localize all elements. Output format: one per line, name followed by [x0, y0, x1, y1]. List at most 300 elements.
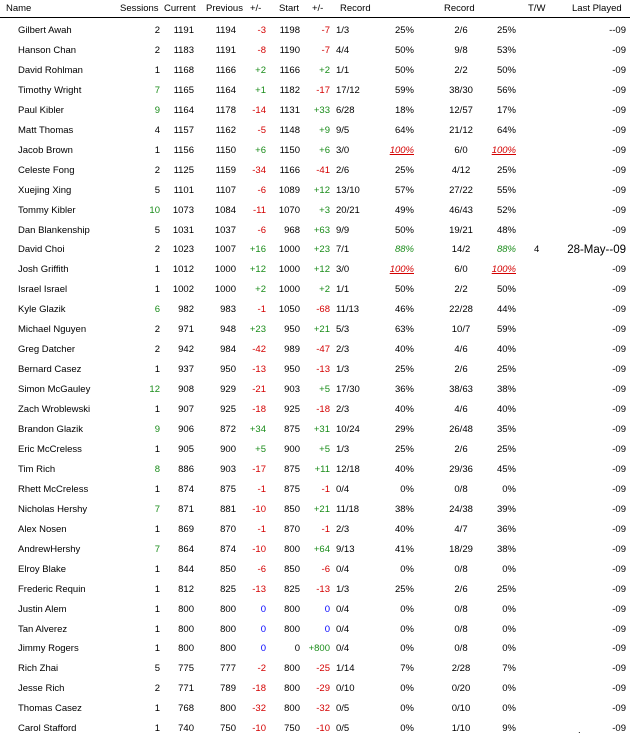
- cell-p2: 0%: [502, 603, 516, 615]
- cell-rec: 17/30: [336, 384, 360, 396]
- cell-start: 800: [284, 603, 300, 615]
- cell-last: -09: [612, 184, 626, 196]
- cell-d2: -10: [316, 723, 330, 735]
- cell-current: 1157: [173, 124, 194, 136]
- cell-rec2: 2/2: [454, 64, 468, 76]
- cell-d1: 0: [260, 623, 266, 635]
- cell-rec2: 0/10: [451, 703, 471, 715]
- cell-sessions: 1: [154, 404, 160, 416]
- cell-d2: 0: [324, 623, 330, 635]
- cell-rec: 1/3: [336, 25, 350, 36]
- cell-last: -09: [612, 623, 626, 635]
- cell-previous: 777: [220, 663, 236, 675]
- cell-p1: 29%: [394, 424, 414, 435]
- cell-last: -09: [612, 643, 626, 655]
- cell-last: -09: [612, 463, 626, 475]
- cell-rec2: 2/2: [454, 284, 468, 296]
- cell-rec2: 6/0: [454, 144, 468, 156]
- cell-d2: -18: [316, 404, 330, 416]
- cell-sessions: 1: [154, 364, 160, 376]
- cell-d1: -1: [257, 523, 266, 535]
- cell-name: Xuejing Xing: [18, 184, 72, 196]
- cell-previous: 1150: [215, 144, 236, 156]
- cell-p2: 48%: [496, 224, 516, 236]
- cell-d2: -1: [321, 523, 330, 535]
- cell-d1: 0: [260, 643, 266, 655]
- cell-d1: -17: [252, 463, 266, 475]
- cell-p1: 0%: [400, 563, 414, 575]
- cell-previous: 929: [220, 384, 236, 396]
- cell-p1: 25%: [394, 25, 414, 36]
- cell-sessions: 2: [154, 344, 160, 356]
- cell-rec2: 0/8: [454, 483, 468, 495]
- cell-p2: 0%: [502, 483, 516, 495]
- cell-p2: 55%: [496, 184, 516, 196]
- cell-rec2: 29/36: [449, 463, 473, 475]
- cell-last: -09: [612, 104, 626, 116]
- cell-previous: 1007: [214, 244, 236, 256]
- cell-start: 968: [284, 224, 300, 236]
- cell-name: Dan Blankenship: [18, 224, 90, 236]
- cell-previous: 872: [220, 424, 236, 435]
- cell-p1: 59%: [394, 84, 414, 96]
- cell-name: Jacob Brown: [18, 144, 73, 156]
- cell-previous: 800: [220, 623, 236, 635]
- cell-previous: 870: [220, 523, 236, 535]
- cell-previous: 1107: [215, 184, 236, 196]
- cell-tw: 4: [534, 244, 540, 256]
- cell-start: 850: [284, 503, 300, 515]
- header-current: Current: [164, 3, 196, 14]
- cell-start: 875: [284, 463, 300, 475]
- cell-previous: 881: [220, 503, 236, 515]
- cell-current: 1101: [173, 184, 194, 196]
- cell-rec: 11/13: [336, 304, 360, 316]
- cell-d1: -5: [257, 124, 266, 136]
- cell-previous: 1194: [215, 25, 236, 36]
- cell-sessions: 9: [154, 104, 160, 116]
- cell-last: -09: [612, 224, 626, 236]
- cell-p1: 25%: [394, 164, 414, 176]
- cell-rec: 12/18: [336, 463, 360, 475]
- cell-p1: 88%: [394, 244, 414, 256]
- cell-p2: 64%: [496, 124, 516, 136]
- cell-current: 874: [178, 483, 194, 495]
- cell-p1: 40%: [394, 344, 414, 356]
- cell-name: Elroy Blake: [18, 563, 67, 575]
- cell-previous: 1000: [214, 284, 236, 296]
- cell-last: ‐-09: [609, 25, 626, 36]
- cell-sessions: 2: [154, 244, 160, 256]
- cell-d1: -6: [257, 563, 266, 575]
- cell-rec: 9/9: [336, 224, 350, 236]
- cell-current: 1073: [172, 204, 194, 216]
- cell-d2: +5: [319, 384, 330, 396]
- cell-last: -09: [612, 404, 626, 416]
- cell-d2: +21: [313, 324, 330, 336]
- cell-rec: 3/0: [336, 144, 350, 156]
- cell-p1: 49%: [394, 204, 414, 216]
- cell-rec2: 1/10: [451, 723, 471, 735]
- cell-sessions: 1: [154, 703, 160, 715]
- cell-last: -09: [612, 144, 626, 156]
- cell-current: 768: [178, 703, 194, 715]
- cell-current: 800: [178, 643, 194, 655]
- cell-d2: +12: [313, 264, 330, 276]
- cell-sessions: 7: [154, 543, 160, 555]
- cell-d2: -32: [316, 703, 330, 715]
- cell-previous: 1084: [214, 204, 236, 216]
- cell-last: -09: [612, 723, 626, 735]
- cell-name: Matt Thomas: [18, 124, 74, 136]
- header-delta-start: +/-: [312, 3, 324, 14]
- cell-last: -09: [612, 523, 626, 535]
- cell-name: Israel Israel: [18, 284, 68, 296]
- cell-p2: 0%: [502, 643, 516, 655]
- cell-current: 937: [178, 364, 194, 376]
- cell-rec: 1/14: [336, 663, 355, 675]
- cell-p1: 40%: [394, 404, 414, 416]
- cell-p1: 25%: [394, 364, 414, 376]
- cell-rec: 13/10: [336, 184, 360, 196]
- cell-rec: 20/21: [336, 204, 360, 216]
- cell-d2: +12: [313, 184, 330, 196]
- cell-current: 775: [178, 663, 194, 675]
- cell-d2: +3: [319, 204, 330, 216]
- cell-rec2: 4/6: [454, 404, 468, 416]
- cell-current: 800: [178, 623, 194, 635]
- cell-name: AndrewHershy: [18, 543, 81, 555]
- cell-rec: 9/13: [336, 543, 355, 555]
- cell-rec2: 21/12: [449, 124, 473, 136]
- cell-d2: +5: [319, 443, 330, 455]
- cell-d2: -47: [316, 344, 330, 356]
- cell-previous: 800: [220, 703, 236, 715]
- cell-d2: -41: [316, 164, 330, 176]
- cell-rec2: 0/20: [451, 683, 471, 695]
- cell-rec: 2/3: [336, 404, 350, 416]
- cell-rec2: 26/48: [449, 424, 473, 435]
- cell-d1: -14: [252, 104, 266, 116]
- cell-d1: +2: [255, 64, 266, 76]
- cell-previous: 1178: [215, 104, 236, 116]
- cell-current: 1156: [173, 144, 194, 156]
- cell-start: 1089: [278, 184, 300, 196]
- cell-start: 870: [284, 523, 300, 535]
- header-delta: +/-: [250, 3, 262, 14]
- cell-rec2: 0/8: [454, 603, 468, 615]
- cell-last: -09: [612, 304, 626, 316]
- cell-d1: +16: [249, 244, 266, 256]
- cell-last: -09: [612, 443, 626, 455]
- cell-sessions: 1: [154, 64, 160, 76]
- cell-rec2: 38/30: [449, 84, 473, 96]
- cell-d1: -1: [257, 483, 266, 495]
- cell-p1: 0%: [400, 703, 414, 715]
- header-record: Record: [340, 3, 371, 14]
- cell-rec: 0/5: [336, 703, 350, 715]
- cell-previous: 1162: [215, 124, 236, 136]
- cell-current: 905: [178, 443, 194, 455]
- cell-p1: 50%: [394, 224, 414, 236]
- cell-name: David Choi: [18, 244, 65, 256]
- cell-rec2: 38/63: [449, 384, 473, 396]
- cell-sessions: 6: [154, 304, 160, 316]
- cell-current: 740: [178, 723, 194, 735]
- cell-previous: 1191: [215, 44, 236, 56]
- cell-name: Bernard Casez: [18, 364, 82, 376]
- cell-p1: 50%: [394, 64, 414, 76]
- cell-last: -09: [612, 204, 626, 216]
- cell-d2: +23: [313, 244, 330, 256]
- cell-p1: 50%: [394, 284, 414, 296]
- cell-rec: 4/4: [336, 44, 350, 56]
- cell-name: Hanson Chan: [18, 44, 77, 56]
- cell-last: -09: [612, 324, 626, 336]
- cell-name: Brandon Glazik: [18, 424, 83, 435]
- cell-d2: -6: [321, 563, 330, 575]
- cell-p1: 100%: [389, 264, 414, 276]
- cell-start: 900: [284, 443, 300, 455]
- cell-start: 950: [284, 364, 300, 376]
- cell-start: 800: [284, 683, 300, 695]
- cell-previous: 950: [220, 364, 236, 376]
- cell-previous: 903: [220, 463, 236, 475]
- cell-start: 1166: [279, 64, 300, 76]
- cell-sessions: 1: [154, 483, 160, 495]
- cell-name: Thomas Casez: [18, 703, 82, 715]
- cell-start: 1198: [279, 25, 300, 36]
- cell-p1: 25%: [394, 443, 414, 455]
- cell-d1: -34: [252, 164, 266, 176]
- cell-current: 1002: [172, 284, 194, 296]
- cell-p2: 38%: [496, 384, 516, 396]
- cell-p1: 64%: [394, 124, 414, 136]
- cell-sessions: 7: [154, 503, 160, 515]
- cell-start: 903: [284, 384, 300, 396]
- cell-sessions: 8: [154, 463, 160, 475]
- cell-rec: 2/6: [336, 164, 350, 176]
- cell-p2: 17%: [496, 104, 516, 116]
- cell-d1: +5: [255, 443, 266, 455]
- cell-rec2: 12/57: [449, 104, 473, 116]
- cell-rec: 0/4: [336, 623, 350, 635]
- cell-current: 1012: [172, 264, 194, 276]
- cell-d2: -17: [316, 84, 330, 96]
- cell-previous: 789: [220, 683, 236, 695]
- cell-name: Timothy Wright: [18, 84, 82, 96]
- cell-last: -09: [612, 663, 626, 675]
- cell-previous: 1000: [214, 264, 236, 276]
- cell-start: 1131: [279, 104, 300, 116]
- cell-p2: 100%: [491, 264, 516, 276]
- cell-sessions: 1: [154, 144, 160, 156]
- cell-p2: 36%: [496, 523, 516, 535]
- cell-d2: -1: [321, 483, 330, 495]
- cell-name: Paul Kibler: [18, 104, 64, 116]
- cell-previous: 800: [220, 603, 236, 615]
- cell-current: 886: [178, 463, 194, 475]
- cell-sessions: 12: [149, 384, 160, 396]
- cell-p2: 56%: [496, 84, 516, 96]
- header-tw: T/W: [528, 3, 546, 14]
- header-name: Name: [6, 3, 32, 14]
- cell-p2: 0%: [502, 623, 516, 635]
- cell-rec2: 14/2: [451, 244, 471, 256]
- cell-name: Celeste Fong: [18, 164, 75, 176]
- cell-last: -09: [612, 44, 626, 56]
- cell-current: 971: [178, 324, 194, 336]
- cell-p1: 18%: [394, 104, 414, 116]
- cell-p2: 7%: [502, 663, 516, 675]
- cell-rec2: 2/6: [454, 443, 468, 455]
- cell-name: Tommy Kibler: [18, 204, 76, 216]
- cell-d2: +800: [308, 643, 330, 655]
- cell-last: -09: [612, 84, 626, 96]
- cell-rec: 1/1: [336, 64, 350, 76]
- cell-rec2: 2/6: [454, 364, 468, 376]
- cell-rec: 0/4: [336, 643, 350, 655]
- cell-previous: 900: [220, 443, 236, 455]
- cell-sessions: 2: [154, 324, 160, 336]
- cell-last: -09: [612, 563, 626, 575]
- cell-d1: -8: [257, 44, 266, 56]
- cell-start: 1150: [279, 144, 300, 156]
- cell-start: 1148: [279, 124, 300, 136]
- cell-current: 800: [178, 603, 194, 615]
- cell-d1: -11: [252, 204, 266, 216]
- cell-start: 1070: [278, 204, 300, 216]
- cell-rec2: 10/7: [451, 324, 471, 336]
- cell-sessions: 1: [154, 603, 160, 615]
- cell-name: Tan Alverez: [18, 623, 68, 635]
- cell-current: 1183: [173, 44, 194, 56]
- header-start: Start: [279, 3, 300, 14]
- cell-current: 869: [178, 523, 194, 535]
- cell-p1: 0%: [400, 643, 414, 655]
- header-last-played: Last Played: [572, 3, 622, 14]
- cell-start: 875: [284, 483, 300, 495]
- cell-current: 942: [178, 344, 194, 356]
- cell-rec2: 2/28: [451, 663, 471, 675]
- cell-sessions: 4: [154, 124, 160, 136]
- cell-previous: 1166: [215, 64, 236, 76]
- cell-d2: -68: [316, 304, 330, 316]
- cell-d2: -25: [316, 663, 330, 675]
- cell-rec: 1/3: [336, 443, 350, 455]
- cell-p2: 0%: [502, 703, 516, 715]
- cell-start: 1000: [278, 264, 300, 276]
- cell-sessions: 1: [154, 723, 160, 735]
- cell-d2: 0: [324, 603, 330, 615]
- cell-d1: 0: [260, 603, 266, 615]
- cell-rec2: 2/6: [454, 25, 468, 36]
- cell-current: 1164: [173, 104, 194, 116]
- cell-name: Eric McCreless: [18, 443, 82, 455]
- cell-d2: +2: [319, 284, 330, 296]
- cell-rec: 2/3: [336, 344, 350, 356]
- cell-d1: -3: [257, 25, 266, 36]
- cell-rec: 11/18: [336, 503, 360, 515]
- cell-sessions: 2: [154, 25, 160, 36]
- cell-rec2: 18/29: [449, 543, 473, 555]
- cell-p2: 40%: [496, 344, 516, 356]
- cell-name: Rich Zhai: [18, 663, 59, 675]
- cell-name: Jimmy Rogers: [18, 643, 79, 655]
- cell-rec: 9/5: [336, 124, 350, 136]
- cell-rec2: 4/7: [454, 523, 468, 535]
- cell-last: -09: [612, 64, 626, 76]
- cell-rec: 2/3: [336, 523, 350, 535]
- cell-name: Rhett McCreless: [18, 483, 89, 495]
- cell-name: Nicholas Hershy: [18, 503, 88, 515]
- cell-p2: 25%: [496, 364, 516, 376]
- cell-start: 800: [284, 543, 300, 555]
- cell-p2: 50%: [496, 284, 516, 296]
- cell-p2: 53%: [496, 44, 516, 56]
- cell-rec2: 46/43: [449, 204, 473, 216]
- cell-p1: 36%: [394, 384, 414, 396]
- cell-previous: 1159: [215, 164, 236, 176]
- cell-rec2: 27/22: [449, 184, 473, 196]
- cell-previous: 948: [220, 324, 236, 336]
- cell-current: 844: [178, 563, 194, 575]
- cell-start: 0: [294, 643, 300, 655]
- cell-name: Zach Wroblewski: [18, 404, 91, 416]
- cell-previous: 1164: [215, 84, 236, 96]
- cell-d1: -13: [252, 364, 266, 376]
- cell-d2: -29: [316, 683, 330, 695]
- cell-current: 907: [178, 404, 194, 416]
- cell-last: -09: [612, 124, 626, 136]
- header-record-total: Record: [444, 3, 475, 14]
- cell-name: David Rohlman: [18, 64, 83, 76]
- cell-sessions: 1: [154, 264, 160, 276]
- cell-previous: 984: [220, 344, 236, 356]
- cell-start: 989: [284, 344, 300, 356]
- cell-start: 875: [284, 424, 300, 435]
- cell-current: 1031: [172, 224, 194, 236]
- cell-last: -09: [612, 503, 626, 515]
- cell-last: -09: [612, 364, 626, 376]
- cell-rec: 3/0: [336, 264, 350, 276]
- cell-p2: 35%: [496, 424, 516, 435]
- cell-d1: -2: [257, 663, 266, 675]
- cell-last: 28-May--09: [567, 244, 626, 257]
- cell-start: 1190: [279, 44, 300, 56]
- cell-name: Justin Alem: [18, 603, 67, 615]
- cell-p2: 52%: [496, 204, 516, 216]
- cell-d1: -13: [252, 583, 266, 595]
- cell-name: Alex Nosen: [18, 523, 67, 535]
- cell-last: -09: [612, 583, 626, 595]
- cell-d2: +21: [313, 503, 330, 515]
- cell-start: 925: [284, 404, 300, 416]
- cell-p1: 38%: [394, 503, 414, 515]
- cell-p1: 50%: [394, 44, 414, 56]
- cell-current: 864: [178, 543, 194, 555]
- cell-previous: 800: [220, 643, 236, 655]
- stray-mark: .: [578, 725, 581, 736]
- cell-rec: 10/24: [336, 424, 360, 435]
- cell-p2: 100%: [491, 144, 516, 156]
- cell-previous: 825: [220, 583, 236, 595]
- cell-d2: -13: [316, 364, 330, 376]
- cell-current: 871: [178, 503, 194, 515]
- cell-last: -09: [612, 284, 626, 296]
- cell-last: -09: [612, 683, 626, 695]
- cell-p2: 25%: [496, 443, 516, 455]
